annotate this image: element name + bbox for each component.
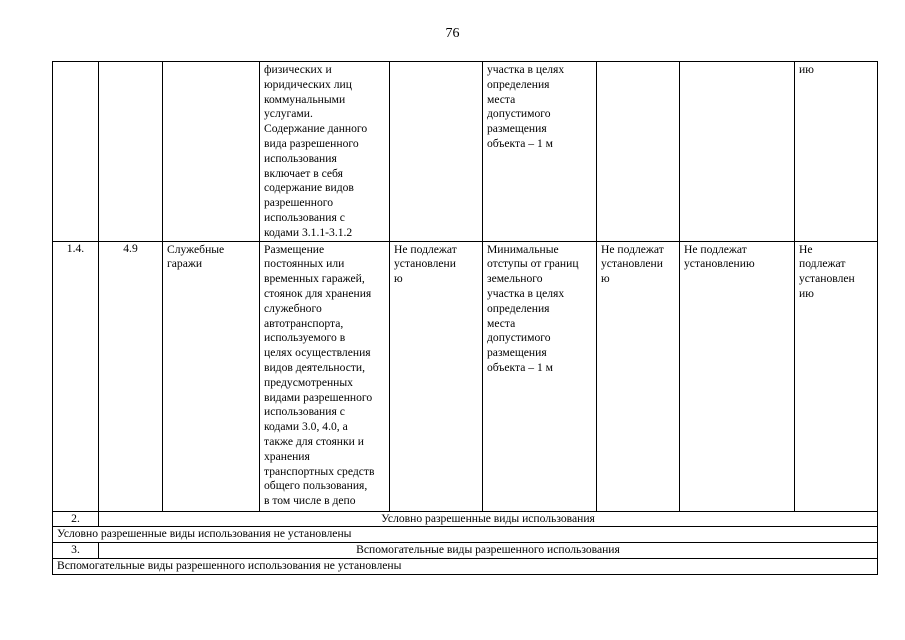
cell-param-9: ию: [795, 62, 878, 242]
section-2-title: Условно разрешенные виды использования: [99, 511, 878, 527]
cell-param-8: [680, 62, 795, 242]
section-3-header-row: [53, 543, 878, 559]
cell-description: физических и юридических лиц коммунальными услугами. Содержание данного вида разрешенного использования включает в себя содержание видов разрешенного использования с кодами 3.1.1-3.1.2: [260, 62, 390, 242]
cell-param-6: Минимальные отступы от границ земельного участка в целях определения места допустимого размещения объекта – 1 м: [483, 241, 597, 511]
table-row-continued: [53, 62, 878, 242]
cell-param-5: Не подлежат установлени ю: [390, 241, 483, 511]
table-row-1-4: [53, 241, 878, 511]
cell-param-8: Не подлежат установлению: [680, 241, 795, 511]
cell-param-9: Не подлежат установлен ию: [795, 241, 878, 511]
section-3-number: 3.: [53, 543, 99, 559]
section-2-header-row: [53, 511, 878, 527]
section-2-number: 2.: [53, 511, 99, 527]
cell-name: Служебные гаражи: [163, 241, 260, 511]
cell-code: 4.9: [99, 241, 163, 511]
cell-param-6: участка в целях определения места допустимого размещения объекта – 1 м: [483, 62, 597, 242]
section-2-note: Условно разрешенные виды использования не установлены: [53, 527, 878, 543]
cell-param-7: [597, 62, 680, 242]
section-3-note: Вспомогательные виды разрешенного использования не установлены: [53, 558, 878, 574]
cell-param-5: [390, 62, 483, 242]
land-use-table: [52, 61, 878, 575]
section-3-title: Вспомогательные виды разрешенного использования: [99, 543, 878, 559]
cell-num: [53, 62, 99, 242]
section-2-note-row: [53, 527, 878, 543]
cell-param-7: Не подлежат установлени ю: [597, 241, 680, 511]
cell-description: Размещение постоянных или временных гаражей, стоянок для хранения служебного автотранспорта, используемого в целях осуществления видов деятельности, предусмотренных видами разрешенного использования с кодами 3.0, 4.0, а также для стоянки и хранения транспортных средств общего пользования, в том числе в депо: [260, 241, 390, 511]
cell-code: [99, 62, 163, 242]
cell-num: 1.4.: [53, 241, 99, 511]
cell-name: [163, 62, 260, 242]
page-number: 76: [445, 26, 460, 41]
section-3-note-row: [53, 558, 878, 574]
